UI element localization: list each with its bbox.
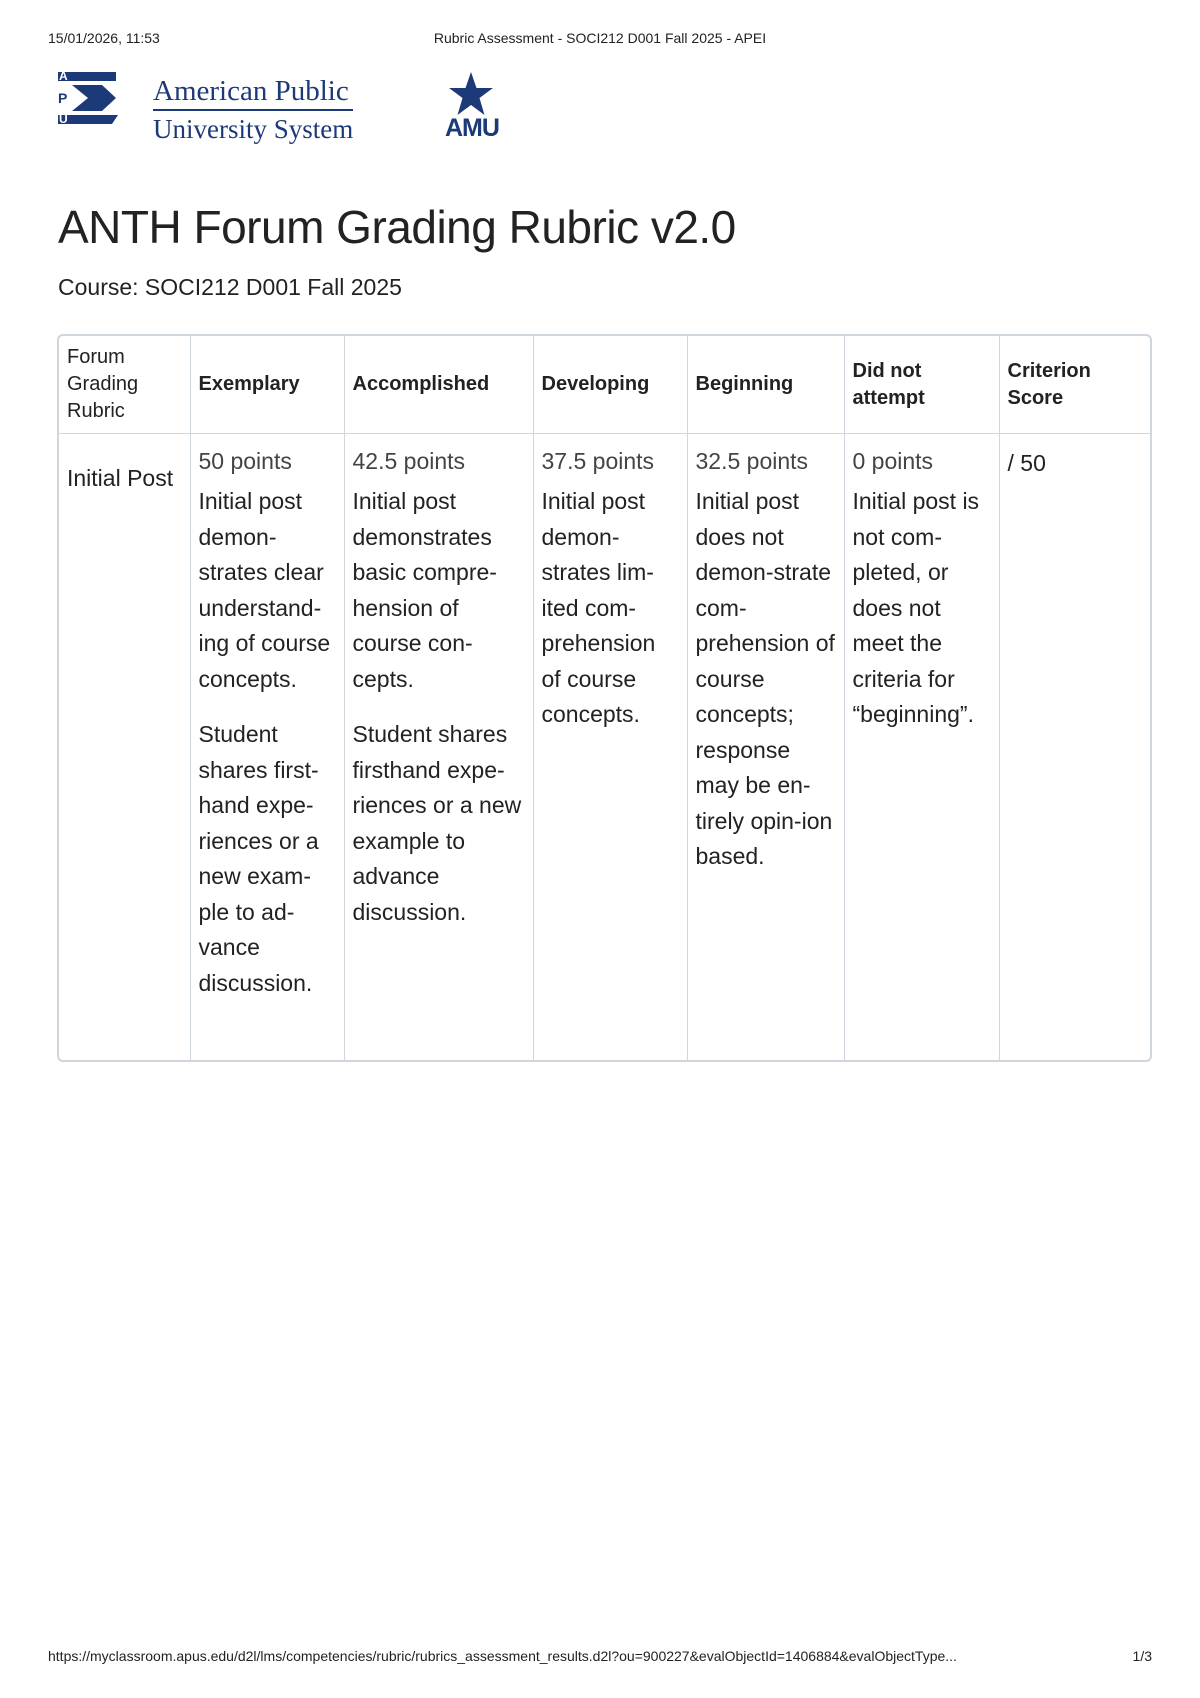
- level-cell-did-not-attempt: [844, 434, 999, 1061]
- course-label: Course: SOCI212 D001 Fall 2025: [58, 274, 402, 300]
- amu-wordmark: AMU: [445, 114, 499, 142]
- criterion-cell: [59, 434, 190, 1061]
- logo-line1: American Public: [153, 75, 349, 107]
- logo-line2: University System: [153, 114, 354, 144]
- criterion-score: / 50: [1007, 450, 1046, 476]
- level-cell-exemplary: [190, 434, 344, 1061]
- level-description: Student shares first-hand expe-riences or a new exam-ple to ad-vance discussion.: [198, 721, 319, 996]
- level-description: Initial post demon-strates clear understand-ing of course concepts.: [198, 488, 331, 692]
- print-datetime: 15/01/2026, 11:53: [48, 30, 160, 46]
- level-cell-accomplished: [344, 434, 533, 1061]
- page-title: ANTH Forum Grading Rubric v2.0: [58, 201, 736, 253]
- level-description: Initial post demon-strates lim-ited com-prehension of course concepts.: [541, 488, 656, 727]
- criterion-score-cell: [999, 434, 1150, 1061]
- table-row: [59, 434, 1150, 1061]
- institution-logo: [58, 72, 499, 144]
- svg-text:P: P: [58, 90, 68, 106]
- criteria-header: Forum Grading Rubric: [59, 336, 190, 434]
- criterion-score-header: Criterion Score: [999, 336, 1150, 434]
- apus-emblem-icon: [58, 72, 120, 128]
- level-description: Student shares firsthand expe-riences or a new example to advance discussion.: [352, 721, 522, 925]
- print-title: Rubric Assessment - SOCI212 D001 Fall 2025 - APEI: [433, 30, 767, 46]
- level-header-beginning: Beginning: [687, 336, 844, 434]
- level-points: 32.5 points: [695, 448, 809, 474]
- level-header-exemplary: Exemplary: [190, 336, 344, 434]
- print-url: https://myclassroom.apus.edu/d2l/lms/competencies/rubric/rubrics_assessment_results.d2l?ou=900227&evalObjectId=1406884&evalObjectType...: [48, 1648, 957, 1664]
- print-header: [48, 30, 1152, 50]
- rubric-table: [59, 336, 1150, 1060]
- level-header-did-not-attempt: Did not attempt: [844, 336, 999, 434]
- page-number: 1/3: [1132, 1648, 1152, 1664]
- rubric-table-container: [57, 334, 1152, 1062]
- level-points: 50 points: [198, 448, 292, 474]
- print-footer: [48, 1648, 1152, 1668]
- level-points: 42.5 points: [352, 448, 466, 474]
- level-cell-beginning: [687, 434, 844, 1061]
- level-header-accomplished: Accomplished: [344, 336, 533, 434]
- level-points: 0 points: [852, 448, 934, 474]
- level-description: Initial post is not com-pleted, or does not meet the criteria for “beginning”.: [852, 488, 980, 727]
- level-header-developing: Developing: [533, 336, 687, 434]
- level-description: Initial post demonstrates basic compre-hension of course con-cepts.: [352, 488, 497, 692]
- star-icon: [448, 72, 494, 116]
- level-cell-developing: [533, 434, 687, 1061]
- level-description: Initial post does not demon-strate com-prehension of course concepts; response may be en-tirely opin-ion based.: [695, 488, 835, 869]
- rubric-header-row: [59, 336, 1150, 434]
- svg-text:A: A: [59, 72, 68, 83]
- criterion-name: Initial Post: [67, 465, 174, 491]
- svg-text:U: U: [59, 112, 68, 126]
- level-points: 37.5 points: [541, 448, 655, 474]
